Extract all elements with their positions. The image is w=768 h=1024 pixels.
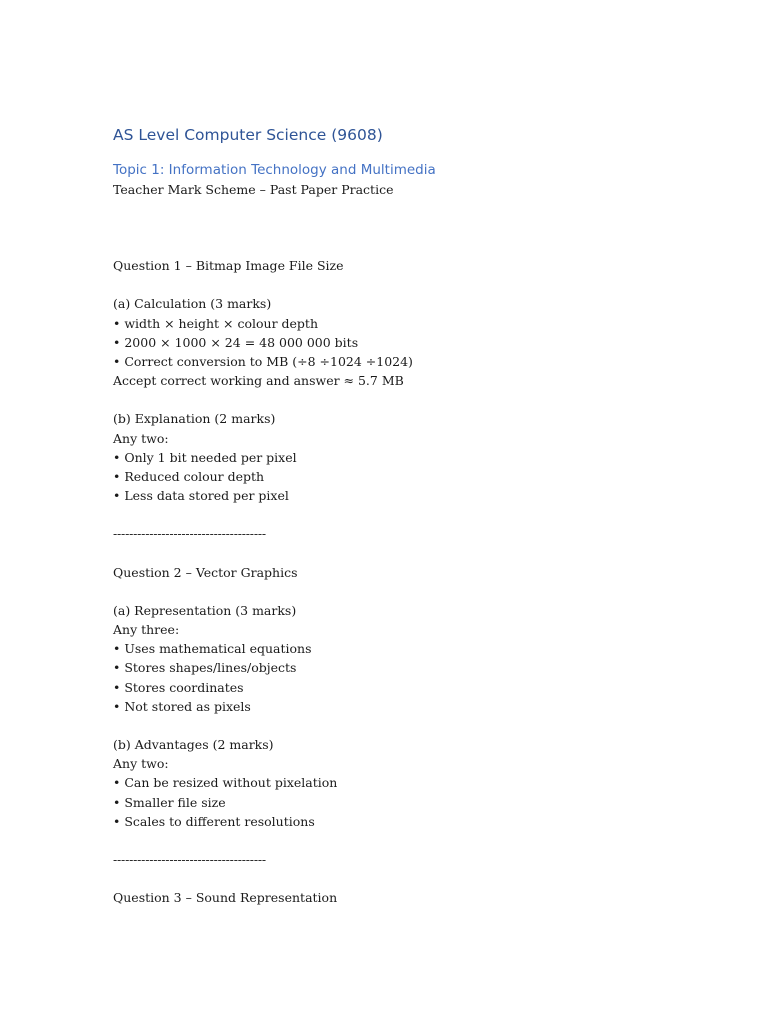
document-description: Teacher Mark Scheme – Past Paper Practice <box>113 182 394 197</box>
q2a-line-2: • Stores shapes/lines/objects <box>113 660 297 676</box>
q1a-line-3: • Correct conversion to MB (÷8 ÷1024 ÷1024) <box>113 354 413 370</box>
q2a-intro: Any three: <box>113 622 180 638</box>
spacer <box>113 716 713 735</box>
q1b-line-3: • Less data stored per pixel <box>113 488 289 504</box>
q1-heading: Question 1 – Bitmap Image File Size <box>113 258 344 274</box>
document-title: AS Level Computer Science (9608) <box>113 126 383 144</box>
spacer <box>113 390 713 409</box>
section-separator: -------------------------------------- <box>113 526 266 542</box>
q1b-line-2: • Reduced colour depth <box>113 469 265 485</box>
q1a-line-4: Accept correct working and answer ≈ 5.7 MB <box>113 373 404 389</box>
q1b-intro: Any two: <box>113 430 169 446</box>
q1a-line-1: • width × height × colour depth <box>113 315 319 331</box>
q2-heading: Question 2 – Vector Graphics <box>113 564 298 580</box>
document-page <box>113 124 713 907</box>
q2a-line-4: • Not stored as pixels <box>113 698 251 714</box>
q2a-line-1: • Uses mathematical equations <box>113 641 312 657</box>
q2b-line-3: • Scales to different resolutions <box>113 813 315 829</box>
q2b-intro: Any two: <box>113 756 169 772</box>
spacer <box>113 275 713 294</box>
spacer <box>113 869 713 888</box>
spacer <box>113 582 713 601</box>
q2b-line-2: • Smaller file size <box>113 794 226 810</box>
q3-heading: Question 3 – Sound Representation <box>113 890 338 906</box>
spacer <box>113 544 713 563</box>
q2b-heading: (b) Advantages (2 marks) <box>113 737 274 753</box>
spacer <box>113 505 713 524</box>
q1a-line-2: • 2000 × 1000 × 24 = 48 000 000 bits <box>113 334 359 350</box>
q2a-heading: (a) Representation (3 marks) <box>113 602 297 618</box>
document-subtitle: Topic 1: Information Technology and Multimedia <box>113 162 436 178</box>
q2b-line-1: • Can be resized without pixelation <box>113 775 338 791</box>
q1b-line-1: • Only 1 bit needed per pixel <box>113 449 297 465</box>
q1b-heading: (b) Explanation (2 marks) <box>113 411 276 427</box>
section-separator: -------------------------------------- <box>113 852 266 868</box>
spacer <box>113 831 713 850</box>
q2a-line-3: • Stores coordinates <box>113 679 244 695</box>
spacer <box>113 199 713 256</box>
q1a-heading: (a) Calculation (3 marks) <box>113 296 272 312</box>
